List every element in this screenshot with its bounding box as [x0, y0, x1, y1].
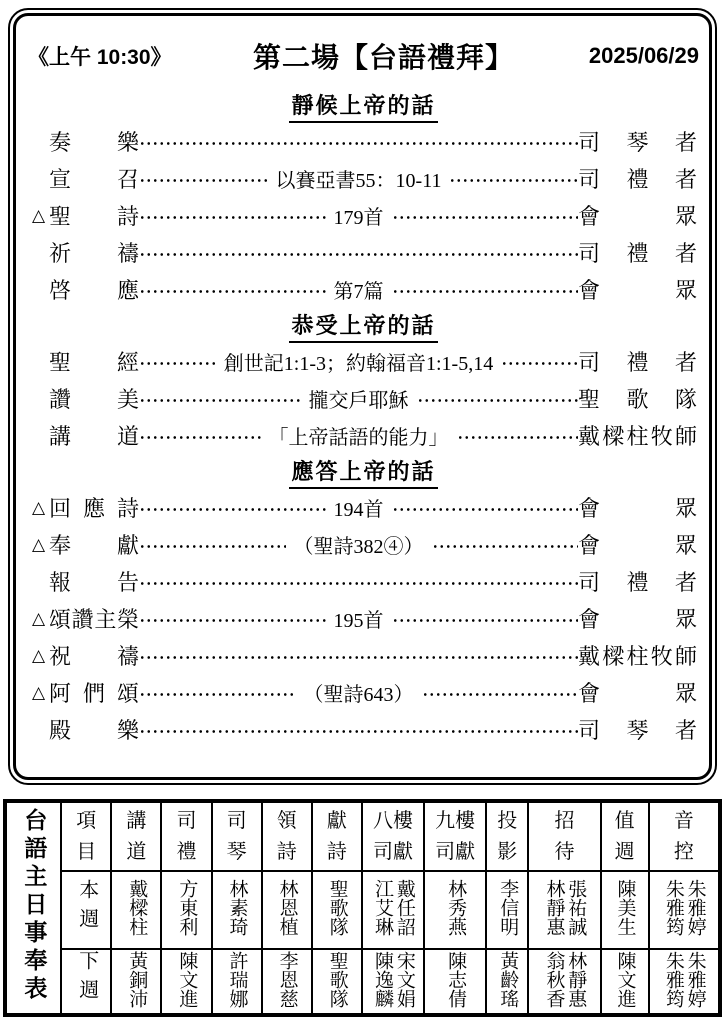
duty-cell: 許瑞娜 [212, 949, 262, 1015]
column-header: 九樓 司獻 [424, 801, 486, 871]
duty-cell: 李信明 [486, 871, 528, 949]
dot-leader [139, 655, 359, 660]
duty-cell: 宋文娟 陳逸麟 [362, 949, 424, 1015]
item-marker: △ [32, 497, 46, 517]
item-role: 會眾 [578, 607, 697, 632]
dot-leader [139, 729, 359, 734]
column-header: 八樓 司獻 [362, 801, 424, 871]
program-item [28, 674, 699, 711]
duty-table-header-row [5, 801, 720, 871]
dot-leader [449, 178, 578, 183]
column-header: 司 禮 [161, 801, 211, 871]
item-marker: △ [32, 534, 46, 554]
duty-row-next-week [5, 949, 720, 1015]
dot-leader [501, 361, 578, 366]
item-role: 聖歌隊 [578, 387, 697, 412]
column-header: 講 道 [111, 801, 161, 871]
dot-leader [359, 581, 579, 586]
dot-leader [139, 618, 326, 623]
dot-leader [359, 141, 579, 146]
duty-cell: 聖歌隊 [312, 871, 362, 949]
worship-order-card-inner [13, 13, 712, 780]
service-date: 2025/06/29 [588, 43, 699, 68]
dot-leader [359, 655, 579, 660]
duty-cell: 林靜惠 翁秋香 [528, 949, 600, 1015]
column-header: 司 琴 [212, 801, 262, 871]
item-role: 司禮者 [578, 241, 697, 266]
item-label: 啓應 [49, 278, 139, 303]
duty-cell: 陳美生 [601, 871, 649, 949]
column-header: 投 影 [486, 801, 528, 871]
duty-cell: 方東利 [161, 871, 211, 949]
duty-cell: 林素琦 [212, 871, 262, 949]
duty-cell: 陳文進 [601, 949, 649, 1015]
item-role: 會眾 [578, 533, 697, 558]
duty-roster-table [3, 799, 722, 1017]
duty-row-this-week [5, 871, 720, 949]
program-item [28, 123, 699, 160]
item-detail: 以賽亞書55：10-11 [275, 170, 442, 192]
section-heading: 應答上帝的話 [28, 454, 699, 489]
dot-leader [392, 289, 579, 294]
item-role: 會眾 [578, 278, 697, 303]
item-label: 祈禱 [49, 241, 139, 266]
item-role: 戴樑柱牧師 [578, 644, 697, 669]
item-role: 司琴者 [578, 130, 697, 155]
program-item [28, 711, 699, 748]
item-detail: 創世記1:1-3；約翰福音1:1-5,14 [223, 353, 494, 375]
program-item [28, 417, 699, 454]
dot-leader [359, 729, 579, 734]
program-item [28, 489, 699, 526]
item-detail: 179首 [333, 207, 384, 229]
program-item [28, 563, 699, 600]
item-marker: △ [32, 608, 46, 628]
item-detail: 「上帝話語的能力」 [268, 427, 449, 449]
program-item [28, 600, 699, 637]
card-header [28, 32, 699, 80]
dot-leader [139, 692, 296, 697]
dot-leader [359, 252, 579, 257]
item-role: 司琴者 [578, 718, 697, 743]
item-label: 講道 [49, 424, 139, 449]
item-label: 祝禱 [49, 644, 139, 669]
item-label: 聖詩 [49, 204, 139, 229]
column-header: 招 待 [528, 801, 600, 871]
program-item [28, 380, 699, 417]
dot-leader [139, 141, 359, 146]
duty-cell: 聖歌隊 [312, 949, 362, 1015]
row-label: 本週 [61, 871, 111, 949]
dot-leader [432, 544, 579, 549]
item-role: 司禮者 [578, 350, 697, 375]
item-detail: 194首 [333, 499, 384, 521]
program-item [28, 526, 699, 563]
duty-cell: 黃齡瑤 [486, 949, 528, 1015]
item-role: 司禮者 [578, 570, 697, 595]
dot-leader [139, 289, 326, 294]
item-role: 會眾 [578, 681, 697, 706]
column-header: 獻 詩 [312, 801, 362, 871]
duty-table-title-cell [5, 801, 61, 1015]
dot-leader [139, 435, 261, 440]
duty-cell: 張祐誠 林靜惠 [528, 871, 600, 949]
item-detail: 195首 [333, 610, 384, 632]
dot-leader [417, 398, 579, 403]
duty-cell: 李恩慈 [262, 949, 312, 1015]
item-role: 會眾 [578, 204, 697, 229]
worship-order-card [8, 8, 717, 785]
item-label: 聖經 [49, 350, 139, 375]
dot-leader [422, 692, 579, 697]
program-item [28, 271, 699, 308]
dot-leader [392, 507, 579, 512]
item-detail: （聖詩643） [303, 684, 414, 706]
dot-leader [139, 398, 301, 403]
duty-cell: 陳文進 [161, 949, 211, 1015]
dot-leader [139, 581, 359, 586]
duty-cell: 黃銅沛 [111, 949, 161, 1015]
item-label: 殿樂 [49, 718, 139, 743]
program-item [28, 637, 699, 674]
item-marker: △ [32, 205, 46, 225]
duty-cell: 戴任詔 江艾琳 [362, 871, 424, 949]
dot-leader [139, 361, 216, 366]
item-label: 阿們頌 [49, 681, 139, 706]
program-item [28, 234, 699, 271]
dot-leader [392, 215, 579, 220]
program-item [28, 343, 699, 380]
dot-leader [392, 618, 579, 623]
column-header: 值 週 [601, 801, 649, 871]
item-label: 宣召 [49, 167, 139, 192]
item-label: 奏樂 [49, 130, 139, 155]
section-heading: 靜候上帝的話 [28, 88, 699, 123]
item-marker: △ [32, 682, 46, 702]
duty-cell: 朱雅婷 朱雅筠 [649, 949, 720, 1015]
row-label: 下週 [61, 949, 111, 1015]
service-time: 《上午 10:30》 [28, 46, 172, 69]
item-detail: 第7篇 [333, 281, 384, 303]
program-item [28, 160, 699, 197]
program-item [28, 197, 699, 234]
item-label: 奉獻 [49, 533, 139, 558]
item-marker: △ [32, 645, 46, 665]
page-title: 第二場【台語禮拜】 [252, 43, 514, 74]
column-header: 項 目 [61, 801, 111, 871]
column-header: 音 控 [649, 801, 720, 871]
item-label: 報告 [49, 570, 139, 595]
dot-leader [457, 435, 579, 440]
duty-cell: 林恩植 [262, 871, 312, 949]
item-label: 讚美 [49, 387, 139, 412]
item-detail: （聖詩382④） [293, 536, 424, 558]
duty-table-title: 台語主日事奉表 [21, 807, 47, 1004]
duty-cell: 林秀燕 [424, 871, 486, 949]
dot-leader [139, 215, 326, 220]
dot-leader [139, 252, 359, 257]
item-detail: 攏交戶耶穌 [308, 390, 409, 412]
item-role: 會眾 [578, 496, 697, 521]
item-role: 司禮者 [578, 167, 698, 192]
duty-cell: 陳志倩 [424, 949, 486, 1015]
item-role: 戴樑柱牧師 [578, 424, 697, 449]
item-label: 頌讚主榮 [49, 607, 139, 632]
section-heading: 恭受上帝的話 [28, 308, 699, 343]
dot-leader [139, 507, 326, 512]
dot-leader [139, 544, 286, 549]
duty-cell: 朱雅婷 朱雅筠 [649, 871, 720, 949]
item-label: 回應詩 [49, 496, 139, 521]
column-header: 領 詩 [262, 801, 312, 871]
duty-cell: 戴樑柱 [111, 871, 161, 949]
dot-leader [139, 178, 268, 183]
